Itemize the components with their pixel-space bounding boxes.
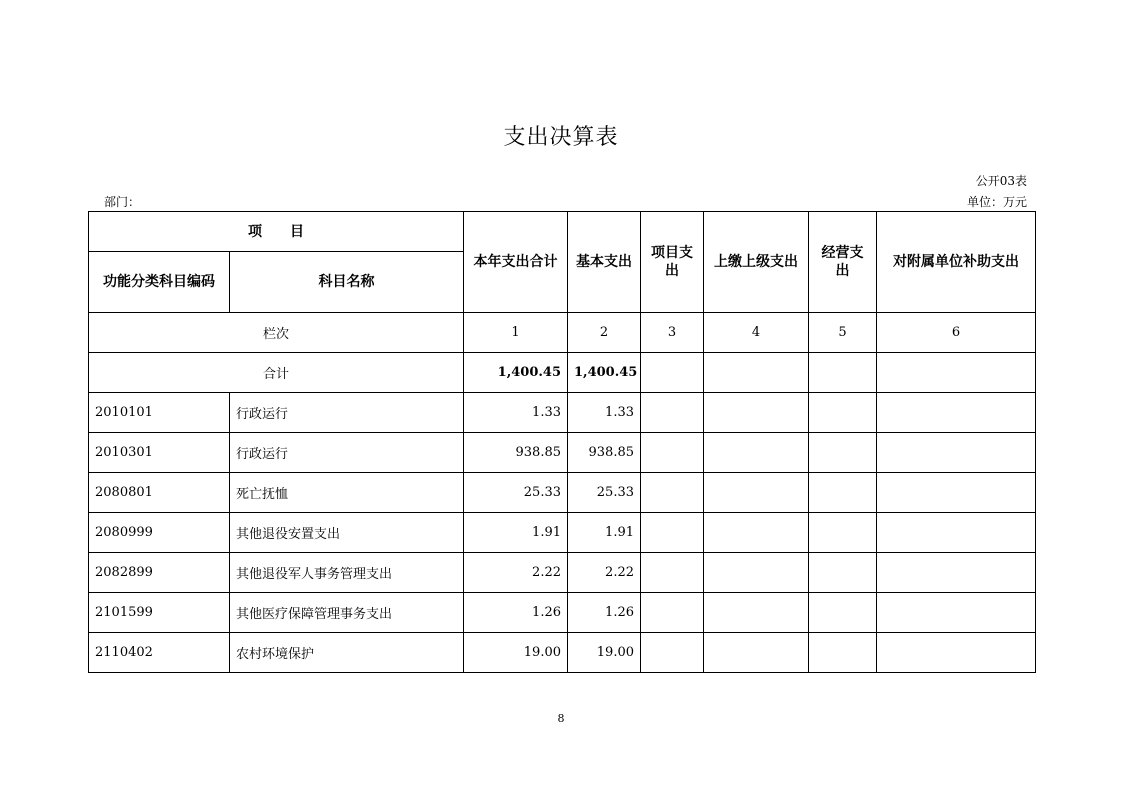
subject-code: 2101599 xyxy=(89,593,230,633)
subject-name: 死亡抚恤 xyxy=(230,473,464,513)
subject-name: 农村环境保护 xyxy=(230,633,464,673)
header-col5: 经营支出 xyxy=(809,212,877,313)
amount-cell xyxy=(809,433,877,473)
total-value xyxy=(641,353,704,393)
header-code: 功能分类科目编码 xyxy=(89,252,230,313)
column-index-1: 1 xyxy=(464,313,568,353)
column-index-row xyxy=(89,313,1036,353)
subject-name: 行政运行 xyxy=(230,433,464,473)
department-label: 部门： xyxy=(104,195,141,209)
unit-label: 单位：万元 xyxy=(966,195,1027,209)
form-number: 公开03表 xyxy=(975,174,1027,188)
header-row-1 xyxy=(89,212,1036,252)
amount-cell: 1.91 xyxy=(568,513,641,553)
amount-cell: 1.33 xyxy=(464,393,568,433)
amount-cell: 1.33 xyxy=(568,393,641,433)
table-row xyxy=(89,513,1036,553)
subject-code: 2010101 xyxy=(89,393,230,433)
table-row xyxy=(89,433,1036,473)
subject-name: 行政运行 xyxy=(230,393,464,433)
amount-cell xyxy=(809,473,877,513)
amount-cell: 2.22 xyxy=(568,553,641,593)
header-col3: 项目支出 xyxy=(641,212,704,313)
amount-cell xyxy=(641,593,704,633)
amount-cell: 19.00 xyxy=(568,633,641,673)
subject-name: 其他退役军人事务管理支出 xyxy=(230,553,464,593)
amount-cell: 938.85 xyxy=(464,433,568,473)
amount-cell xyxy=(877,633,1036,673)
amount-cell xyxy=(641,393,704,433)
amount-cell: 25.33 xyxy=(464,473,568,513)
total-value xyxy=(877,353,1036,393)
amount-cell xyxy=(809,553,877,593)
amount-cell xyxy=(641,553,704,593)
total-value: 1,400.45 xyxy=(568,353,641,393)
header-col2: 基本支出 xyxy=(568,212,641,313)
amount-cell xyxy=(877,393,1036,433)
amount-cell xyxy=(704,433,809,473)
amount-cell xyxy=(809,513,877,553)
amount-cell xyxy=(809,633,877,673)
column-index-6: 6 xyxy=(877,313,1036,353)
amount-cell xyxy=(809,593,877,633)
amount-cell xyxy=(704,473,809,513)
table-row xyxy=(89,593,1036,633)
amount-cell xyxy=(641,433,704,473)
subject-name: 其他医疗保障管理事务支出 xyxy=(230,593,464,633)
table-row xyxy=(89,553,1036,593)
amount-cell: 1.91 xyxy=(464,513,568,553)
amount-cell xyxy=(877,593,1036,633)
amount-cell xyxy=(877,513,1036,553)
header-item: 项 目 xyxy=(89,212,464,252)
amount-cell: 25.33 xyxy=(568,473,641,513)
expenditure-table xyxy=(88,211,1036,673)
amount-cell xyxy=(704,513,809,553)
amount-cell xyxy=(641,473,704,513)
column-index-5: 5 xyxy=(809,313,877,353)
amount-cell xyxy=(704,553,809,593)
page-number: 8 xyxy=(557,712,565,725)
table-row xyxy=(89,393,1036,433)
amount-cell xyxy=(704,593,809,633)
total-value: 1,400.45 xyxy=(464,353,568,393)
amount-cell xyxy=(809,393,877,433)
total-row xyxy=(89,353,1036,393)
total-value xyxy=(809,353,877,393)
amount-cell xyxy=(877,553,1036,593)
data-rows xyxy=(89,393,1036,673)
amount-cell: 1.26 xyxy=(568,593,641,633)
amount-cell xyxy=(877,473,1036,513)
amount-cell: 19.00 xyxy=(464,633,568,673)
amount-cell: 1.26 xyxy=(464,593,568,633)
column-index-label: 栏次 xyxy=(89,313,464,353)
header-name: 科目名称 xyxy=(230,252,464,313)
amount-cell xyxy=(877,433,1036,473)
amount-cell: 938.85 xyxy=(568,433,641,473)
subject-code: 2010301 xyxy=(89,433,230,473)
column-index-2: 2 xyxy=(568,313,641,353)
column-index-4: 4 xyxy=(704,313,809,353)
column-index-3: 3 xyxy=(641,313,704,353)
header-col4: 上缴上级支出 xyxy=(704,212,809,313)
table-row xyxy=(89,473,1036,513)
subject-code: 2080801 xyxy=(89,473,230,513)
header-col1: 本年支出合计 xyxy=(464,212,568,313)
subject-name: 其他退役安置支出 xyxy=(230,513,464,553)
total-label: 合计 xyxy=(89,353,464,393)
amount-cell xyxy=(704,633,809,673)
subject-code: 2110402 xyxy=(89,633,230,673)
subject-code: 2082899 xyxy=(89,553,230,593)
amount-cell xyxy=(641,633,704,673)
amount-cell: 2.22 xyxy=(464,553,568,593)
header-col6: 对附属单位补助支出 xyxy=(877,212,1036,313)
amount-cell xyxy=(704,393,809,433)
amount-cell xyxy=(641,513,704,553)
document-title: 支出决算表 xyxy=(503,125,619,150)
total-value xyxy=(704,353,809,393)
table-row xyxy=(89,633,1036,673)
subject-code: 2080999 xyxy=(89,513,230,553)
